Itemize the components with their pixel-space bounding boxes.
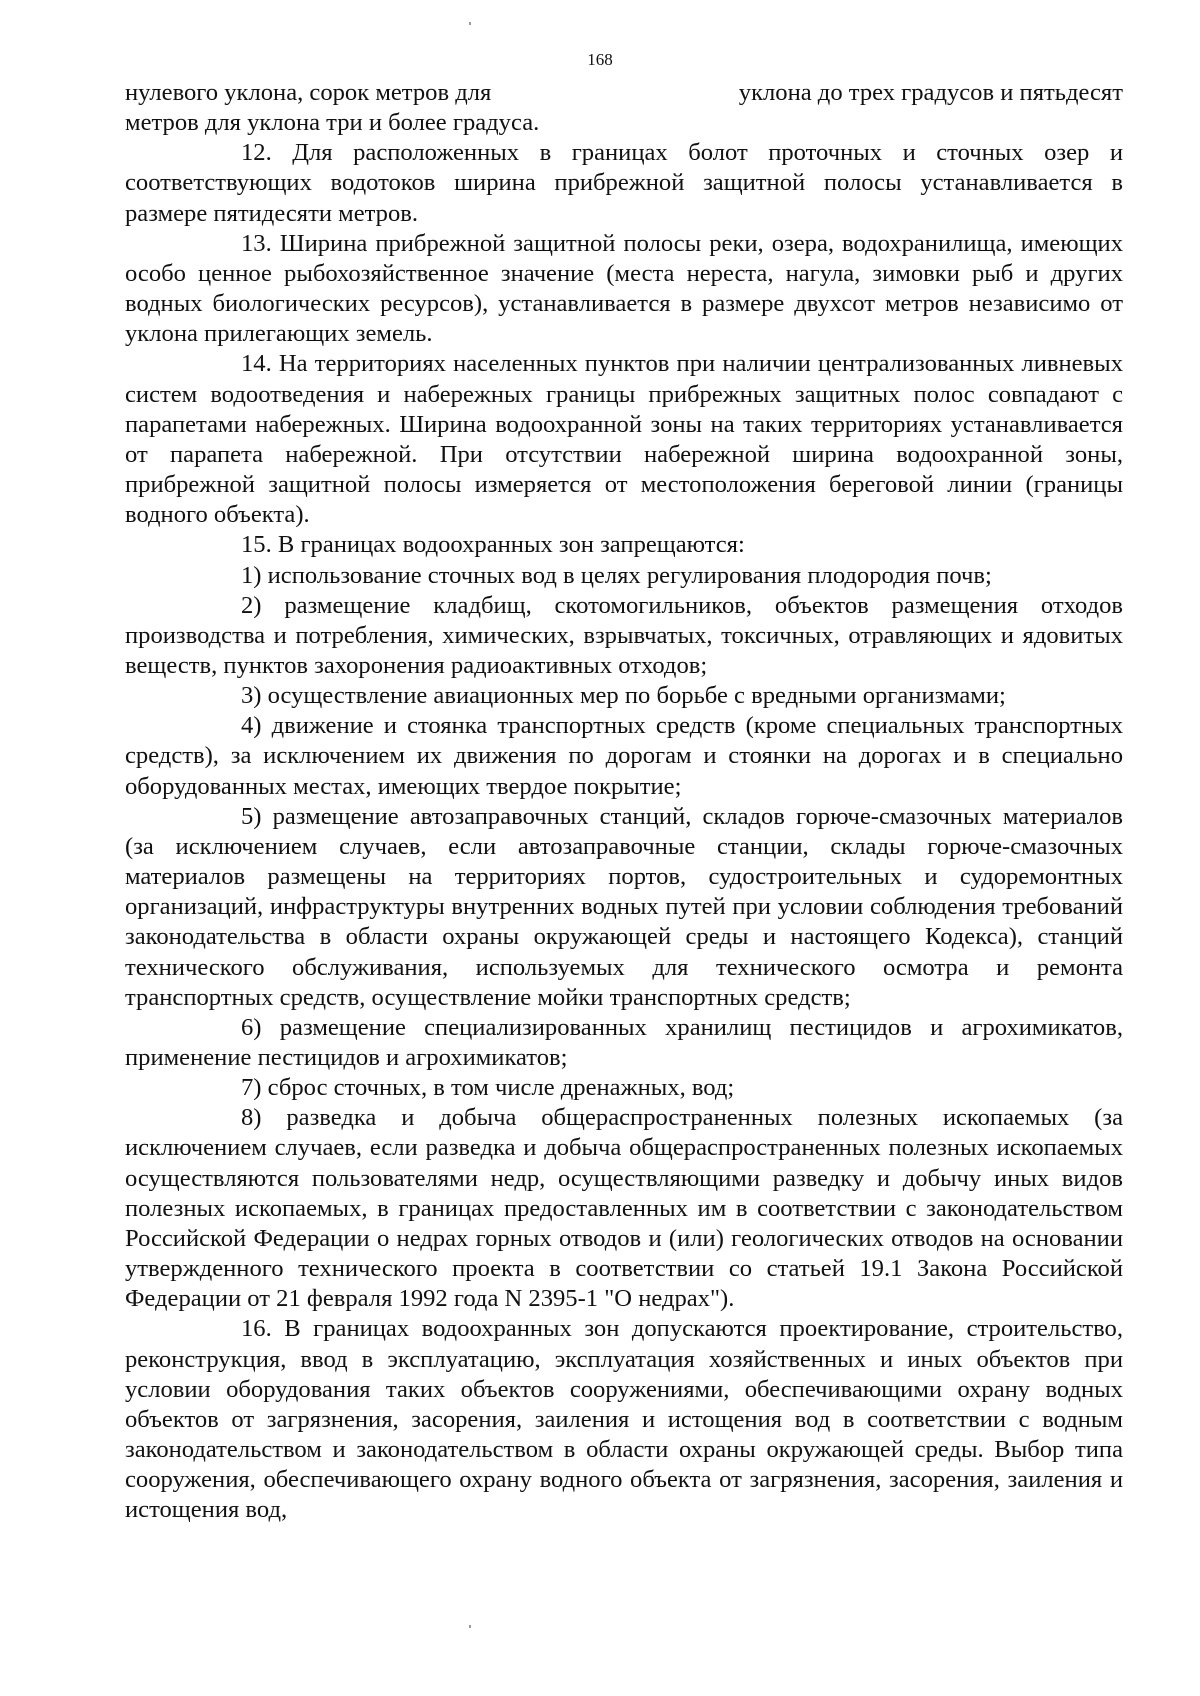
first-line — [125, 78, 1123, 108]
paragraph-item-13: 13. Ширина прибрежной защитной полосы реки, озера, водохранилища, имеющих особо ценное рыбохозяйственное значение (места нереста, нагула, зимовки рыб и других водных биологических ресурсов), устанавливается в размере двухсот метров независимо от уклона прилегающих земель. — [125, 229, 1123, 348]
first-line-left-fragment: нулевого уклона, сорок метров для — [125, 79, 492, 106]
list-item-1: 1) использование сточных вод в целях регулирования плодородия почв; — [241, 561, 992, 589]
paragraph-item-16: 16. В границах водоохранных зон допускаются проектирование, строительство, реконструкция, ввод в эксплуатацию, эксплуатация хозяйственных и иных объектов при условии оборудования таких объектов сооружениями, обеспечивающими охрану водных объектов от загрязнения, засорения, заиления и истощения вод в соответствии с водным законодательством и законодательством в области охраны окружающей среды. Выбор типа сооружения, обеспечивающего охрану водного объекта от загрязнения, засорения, заиления и истощения вод, — [125, 1315, 1123, 1524]
paragraph-continuation: метров для уклона три и более градуса. — [125, 109, 540, 137]
page-number: 168 — [587, 50, 613, 69]
list-item-6: 6) размещение специализированных хранилищ пестицидов и агрохимикатов, применение пестицидов и агрохимикатов; — [125, 1013, 1123, 1071]
list-item-8: 8) разведка и добыча общераспространенных полезных ископаемых (за исключением случаев, если разведка и добыча общераспространенных полезных ископаемых осуществляются пользователями недр, осуществляющими разведку и добычу иных видов полезных ископаемых, в границах предоставленных им в соответствии с законодательством Российской Федерации о недрах горных отводов и (или) геологических отводов на основании утвержденного технического проекта в соответствии со статьей 19.1 Закона Российской Федерации от 21 февраля 1992 года N 2395-1 "О недрах"). — [125, 1104, 1123, 1313]
list-item-2: 2) размещение кладбищ, скотомогильников, объектов размещения отходов производства и потребления, химических, взрывчатых, токсичных, отравляющих и ядовитых веществ, пунктов захоронения радиоактивных отходов; — [125, 591, 1123, 679]
paragraph-item-14: 14. На территориях населенных пунктов при наличии централизованных ливневых систем водоотведения и набережных границы прибрежных защитных полос совпадают с парапетами набережных. Ширина водоохранной зоны на таких территориях устанавливается от парапета набережной. При отсутствии набережной ширина водоохранной зоны, прибрежной защитной полосы измеряется от местоположения береговой линии (границы водного объекта). — [125, 350, 1123, 529]
document-body — [125, 78, 1123, 1526]
list-item-5: 5) размещение автозаправочных станций, складов горюче-смазочных материалов (за исключением случаев, если автозаправочные станции, склады горюче-смазочных материалов размещены на территориях портов, судостроительных и судоремонтных организаций, инфраструктуры внутренних водных путей при условии соблюдения требований законодательства в области охраны окружающей среды и настоящего Кодекса), станций технического обслуживания, используемых для технического осмотра и ремонта транспортных средств, осуществление мойки транспортных средств; — [125, 802, 1123, 1011]
scan-speck-top — [469, 22, 471, 25]
paragraph-item-12: 12. Для расположенных в границах болот проточных и сточных озер и соответствующих водотоков ширина прибрежной защитной полосы устанавливается в размере пятидесяти метров. — [125, 139, 1123, 227]
paragraph-item-15: 15. В границах водоохранных зон запрещаются: — [241, 531, 745, 559]
list-item-7: 7) сброс сточных, в том числе дренажных, вод; — [241, 1074, 735, 1102]
list-item-4: 4) движение и стоянка транспортных средств (кроме специальных транспортных средств), за исключением их движения по дорогам и стоянки на дорогах и в специально оборудованных местах, имеющих твердое покрытие; — [125, 712, 1123, 800]
scan-speck-bottom — [469, 1625, 471, 1628]
first-line-right-fragment: уклона до трех градусов и пятьдесят — [738, 79, 1123, 106]
list-item-3: 3) осуществление авиационных мер по борьбе с вредными организмами; — [241, 682, 1006, 710]
